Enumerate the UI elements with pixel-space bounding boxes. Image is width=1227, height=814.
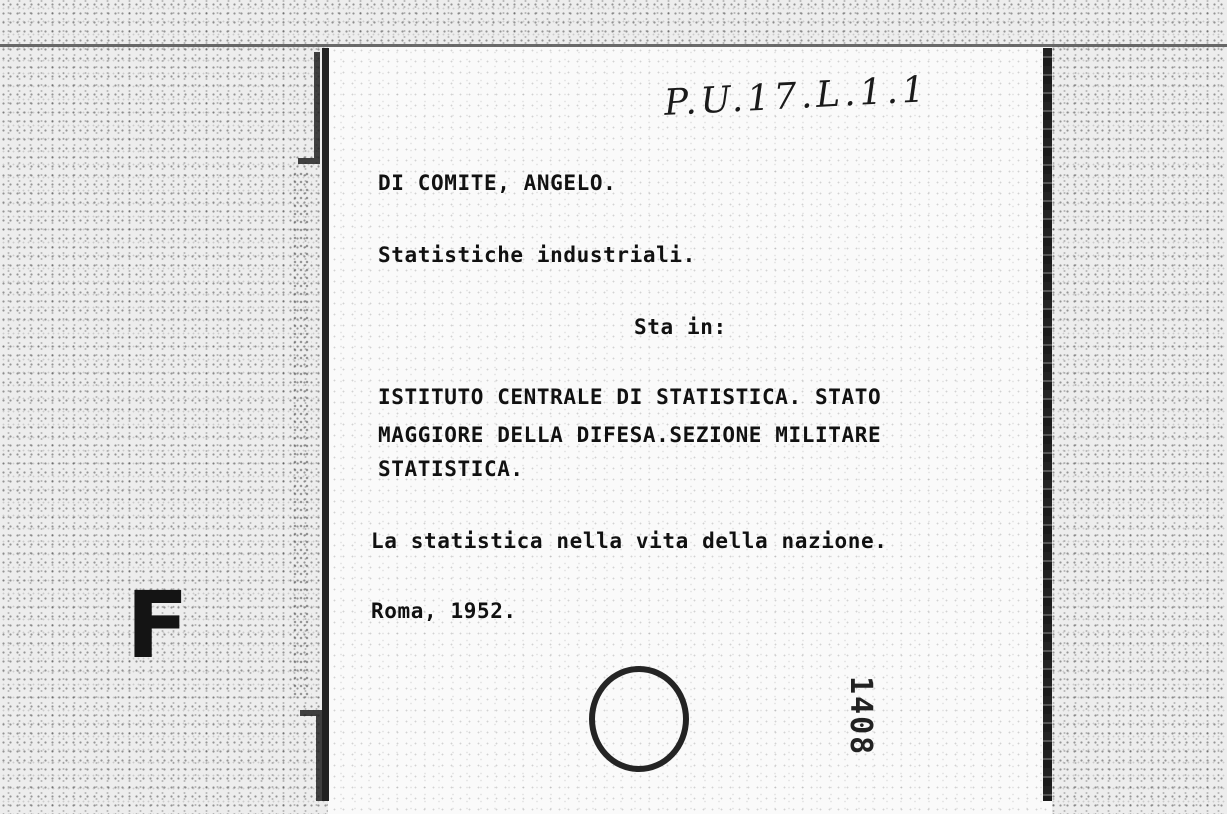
- margin-letter: F: [126, 572, 189, 679]
- in-label: Sta in:: [634, 315, 727, 339]
- divider-tab-top: [298, 52, 320, 164]
- call-number: P.U.17.L.1.1: [663, 69, 930, 124]
- card-left-border: [322, 48, 329, 801]
- source-line: STATISTICA.: [378, 457, 524, 481]
- divider-tab-bottom: [300, 710, 322, 801]
- card-edge-texture: [292, 170, 312, 700]
- stamp-number: 1408: [843, 676, 878, 757]
- punch-hole: [589, 666, 689, 772]
- source-line: ISTITUTO CENTRALE DI STATISTICA. STATO: [378, 385, 882, 409]
- title-line: Statistiche industriali.: [378, 243, 696, 267]
- top-rule: [0, 44, 1227, 47]
- card-right-border: [1043, 48, 1052, 801]
- imprint-line: Roma, 1952.: [371, 599, 517, 623]
- series-title: La statistica nella vita della nazione.: [371, 529, 888, 553]
- author-heading: DI COMITE, ANGELO.: [378, 171, 617, 195]
- source-line: MAGGIORE DELLA DIFESA.SEZIONE MILITARE: [378, 423, 882, 447]
